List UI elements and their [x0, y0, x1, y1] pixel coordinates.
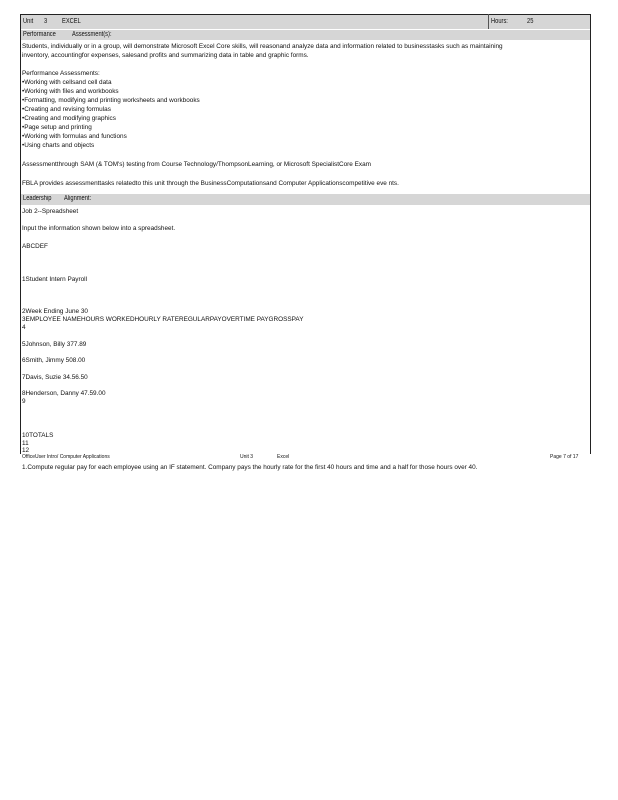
spreadsheet-row: 2Week Ending June 30 [22, 308, 88, 315]
footer-course: OfficeUser Intro/ Computer Applications [22, 454, 110, 460]
column-letters: ABCDEF [22, 243, 48, 250]
spreadsheet-row: 4 [22, 324, 26, 331]
spreadsheet-row: 1Student Intern Payroll [22, 276, 88, 283]
assessment-item: •Working with cellsand cell data [22, 79, 112, 86]
spreadsheet-row: 8Henderson, Danny 47.59.00 [22, 390, 106, 397]
job-title: Job 2--Spreadsheet [22, 208, 79, 215]
assessment-label: Assessment(s): [72, 31, 112, 38]
left-border [20, 14, 21, 454]
intro-line-2: inventory, accountingfor expenses, salesand profits and summarizing data in table and graphic forms. [22, 52, 309, 59]
header-divider [488, 14, 489, 29]
spreadsheet-row: 3EMPLOYEE NAMEHOURS WORKEDHOURLY RATEREGULARPAYOVERTIME PAYGROSSPAY [22, 316, 304, 323]
overflow-instruction: 1.Compute regular pay for each employee using an IF statement. Company pays the hourly rate for the first 40 hours and time and a half for those hours over 40. [22, 464, 478, 471]
leadership-label: Leadership [23, 195, 52, 202]
unit-number: 3 [44, 18, 48, 25]
spreadsheet-row: 10TOTALS [22, 432, 54, 439]
intro-line-1: Students, individually or in a group, will demonstrate Microsoft Excel Core skills, will reasonand analyze data and information related to businesstasks such as maintaining [22, 43, 503, 50]
assessment-note: Assessmentthrough SAM (& TOM's) testing from Course Technology/ThompsonLearning, or Microsoft SpecialistCore Exam [22, 161, 371, 168]
assessment-item: •Creating and modifying graphics [22, 115, 116, 122]
right-border [590, 14, 591, 454]
assessment-item: •Creating and revising formulas [22, 106, 111, 113]
fbla-note: FBLA provides assessmenttasks relatedto this unit through the BusinessComputationsand Computer Applicationscompetitive eve nts. [22, 180, 399, 187]
footer-unit: Unit 3 [240, 454, 254, 460]
unit-title: EXCEL [62, 18, 81, 25]
footer-page-number: Page 7 of 17 [550, 454, 579, 460]
assessment-item: •Formatting, modifying and printing worksheets and workbooks [22, 97, 200, 104]
hours-value: 25 [527, 18, 534, 25]
assessment-item: •Working with formulas and functions [22, 133, 127, 140]
assessment-item: •Using charts and objects [22, 142, 95, 149]
leadership-header-band [21, 194, 590, 205]
performance-label: Performance [23, 31, 56, 38]
unit-label: Unit [23, 18, 34, 25]
assessment-item: •Working with files and workbooks [22, 88, 119, 95]
spreadsheet-row: 9 [22, 398, 26, 405]
spreadsheet-row: 7Davis, Suzie 34.56.50 [22, 374, 88, 381]
assessment-item: •Page setup and printing [22, 124, 92, 131]
spreadsheet-row: 11 [22, 440, 29, 447]
spreadsheet-row: 5Johnson, Billy 377.89 [22, 341, 87, 348]
hours-label: Hours: [491, 18, 508, 25]
document-page [20, 14, 591, 471]
alignment-label: Alignment: [64, 195, 92, 202]
spreadsheet-row: 6Smith, Jimmy 508.00 [22, 357, 86, 364]
spreadsheet-row: 12 [22, 447, 30, 454]
assessments-title: Performance Assessments: [22, 70, 100, 77]
footer-subject: Excel [277, 454, 290, 460]
job-instruction: Input the information shown below into a spreadsheet. [22, 225, 176, 232]
